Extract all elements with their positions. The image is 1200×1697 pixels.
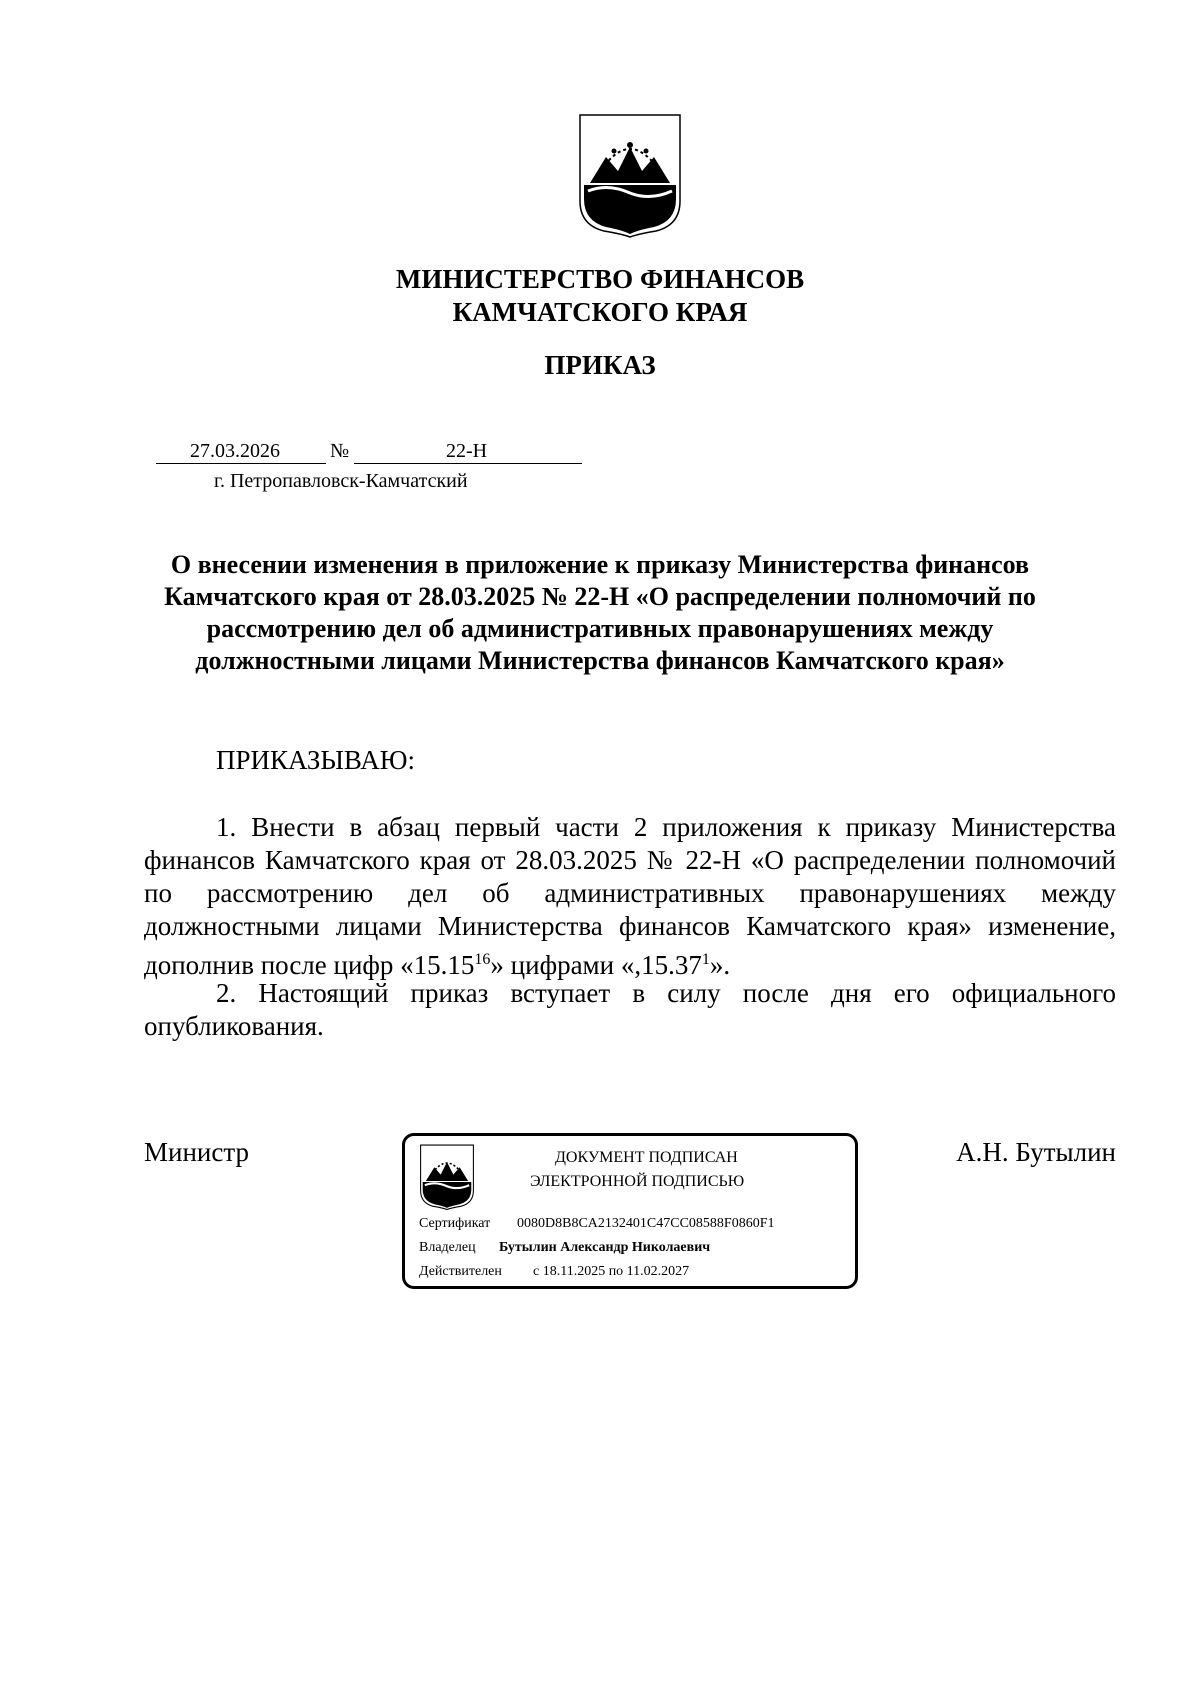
stamp-emblem-icon [419, 1144, 475, 1210]
stamp-title-line2: ЭЛЕКТРОННОЙ ПОДПИСЬЮ [530, 1173, 745, 1190]
signer-name: А.Н. Бутылин [956, 1137, 1116, 1167]
document-type: ПРИКАЗ [544, 350, 656, 380]
owner-value: Бутылин Александр Николаевич [499, 1240, 711, 1255]
signer-position: Министр [144, 1137, 249, 1167]
order-date: 27.03.2026 [190, 440, 280, 462]
stamp-title-line1: ДОКУМЕНТ ПОДПИСАН [555, 1149, 738, 1166]
subject-line: рассмотрению дел об административных правонарушениях между [206, 614, 994, 643]
number-sign: № [330, 440, 350, 462]
subject-line: О внесении изменения в приложение к приказу Министерства финансов [170, 550, 1030, 579]
coat-of-arms-emblem [578, 113, 682, 238]
date-underline [156, 463, 326, 464]
owner-label: Владелец [419, 1240, 476, 1255]
order-number: 22-Н [446, 440, 488, 462]
electronic-signature-stamp [402, 1133, 858, 1289]
city: г. Петропавловск-Камчатский [214, 470, 468, 492]
subject-line: должностными лицами Министерства финансов Камчатского края» [195, 646, 1005, 675]
certificate-label: Сертификат [419, 1216, 491, 1231]
ministry-name-line2: КАМЧАТСКОГО КРАЯ [452, 297, 748, 327]
subject-line: Камчатского края от 28.03.2025 № 22-Н «О распределении полномочий по [164, 582, 1036, 611]
paragraph-1: 1. Внести в абзац первый части 2 приложения к приказу Министерства финансов Камчатского края от 28.03.2025 № 22-Н «О распределении полномочий по рассмотрению дел об административных правонарушениях между должностными лицами Министерства финансов Камчатского края» изменение, дополнив после цифр «15.15$^{16}$» цифрами «,15.37$^1$». [144, 812, 1116, 980]
valid-value: с 18.11.2025 по 11.02.2027 [533, 1264, 690, 1279]
certificate-value: 0080D8B8CA2132401C47CC08588F0860F1 [517, 1216, 775, 1231]
number-underline [354, 463, 582, 464]
ministry-name-line1: МИНИСТЕРСТВО ФИНАНСОВ [395, 264, 805, 294]
valid-label: Действителен [419, 1264, 502, 1279]
paragraph-2: 2. Настоящий приказ вступает в силу после дня его официального опубликования. [144, 978, 1116, 1041]
command-word: ПРИКАЗЫВАЮ: [216, 745, 415, 775]
order-subject [130, 549, 1070, 677]
